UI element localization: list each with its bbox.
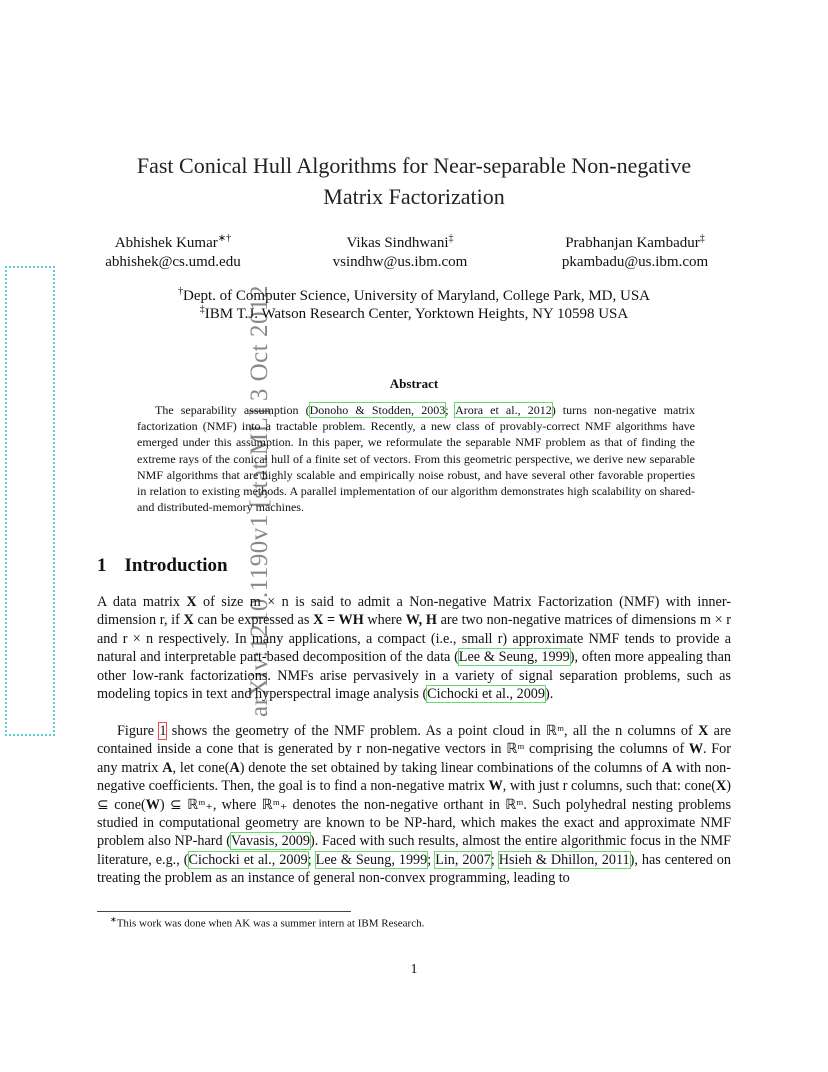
body-text: ), has centered on treating the problem as an instance of general non-convex programming, leading to (97, 851, 731, 887)
abstract-text: ; (445, 403, 456, 417)
author-mark: ‡ (699, 233, 705, 244)
body-text: ) ⊆ cone( (97, 778, 731, 813)
body-text: where (363, 612, 406, 629)
body-text: ; (427, 851, 436, 868)
section-number: 1 (97, 555, 107, 576)
math-symbol: X (716, 778, 727, 795)
math-symbol: X (183, 612, 194, 629)
abstract-text: The separability assumption ( (155, 403, 310, 417)
author-name: Abhishek Kumar (114, 235, 218, 251)
body-text: ). (544, 686, 554, 703)
math-symbol: A (229, 759, 240, 776)
citation-link[interactable]: Cichocki et al., 2009 (427, 686, 545, 703)
citation-link[interactable]: Lee & Seung, 1999 (315, 851, 428, 868)
footnote (110, 915, 424, 930)
math-symbol: X (186, 594, 197, 610)
author-mark: ‡ (448, 233, 454, 244)
title-line-1: Fast Conical Hull Algorithms for Near-separable Non-negative (136, 153, 692, 178)
intro-paragraph-1 (97, 593, 731, 703)
abstract-body (137, 402, 695, 515)
math-symbol: A (162, 759, 173, 776)
affiliation-1 (0, 286, 828, 305)
section-title: Introduction (124, 555, 228, 576)
body-text: A data matrix (97, 594, 187, 610)
math-symbol: X (698, 723, 709, 739)
affiliation-text: IBM T.J. Watson Research Center, Yorktown Heights, NY 10598 USA (204, 306, 629, 322)
author-name: Vikas Sindhwani (346, 235, 449, 251)
math-symbol: W (145, 796, 160, 813)
body-text: ; (307, 851, 316, 868)
math-symbol: W (488, 778, 503, 795)
arxiv-stamp[interactable]: arXiv:1210.1190v1 [stat.ML] 3 Oct 2012 (246, 285, 273, 717)
citation-link[interactable]: Lee & Seung, 1999 (458, 649, 570, 666)
page-number: 1 (410, 962, 418, 977)
body-text: ) denote the set obtained by taking linear combinations of the columns of (239, 759, 662, 776)
footnote-mark: ∗ (110, 915, 117, 924)
author-2 (315, 229, 485, 272)
body-text: ) ⊆ ℝᵐ₊, where ℝᵐ₊ denotes the non-negative orthant in ℝᵐ. Such polyhedral nesting problems studied in computational geometry are known to be NP-hard, which makes the exact and approximate NMF problem also NP-hard ( (97, 796, 731, 850)
author-3 (540, 229, 730, 272)
affiliation-mark: † (178, 286, 183, 297)
abstract-heading: Abstract (389, 376, 439, 391)
affiliation-text: Dept. of Computer Science, University of Maryland, College Park, MD, USA (183, 288, 650, 304)
author-1 (88, 229, 258, 272)
body-text: . For any matrix (97, 741, 731, 776)
arxiv-stamp-box (5, 266, 55, 736)
body-text: ; (490, 851, 499, 868)
math-symbol: W, H (405, 612, 437, 629)
body-text: are two non-negative matrices of dimensions m × r and r × n respectively. In many applications, a compact (i.e., small r) approximate NMF tends to provide a natural and interpretable part-based decomposition of the data ( (97, 612, 732, 666)
author-mark: ∗† (217, 233, 232, 244)
body-text: with non-negative coefficients. Then, the goal is to find a non-negative matrix (97, 759, 731, 795)
footnote-text: This work was done when AK was a summer intern at IBM Research. (116, 917, 425, 930)
author-name: Prabhanjan Kambadur (565, 235, 700, 251)
math-symbol: A (661, 759, 673, 776)
paper-title (0, 150, 828, 212)
author-email: pkambadu@us.ibm.com (561, 254, 709, 270)
citation-link[interactable]: Donoho & Stodden, 2003 (309, 403, 446, 417)
author-email: abhishek@cs.umd.edu (105, 254, 241, 270)
body-text: , with just r columns, such that: cone( (502, 778, 716, 795)
affiliation-mark: ‡ (199, 304, 205, 315)
affiliation-2 (0, 304, 828, 323)
citation-link[interactable]: Arora et al., 2012 (455, 403, 552, 417)
body-text: of size m × n is said to admit a Non-negative Matrix Factorization (NMF) with inner-dimension r, if (97, 594, 731, 629)
section-heading (97, 555, 228, 577)
citation-link[interactable]: Vavasis, 2009 (231, 833, 310, 850)
citation-link[interactable]: Cichocki et al., 2009 (188, 851, 308, 868)
intro-paragraph-2 (97, 722, 731, 888)
math-symbol: W (688, 741, 704, 758)
footnote-rule (97, 911, 351, 912)
body-text: , let cone( (172, 759, 230, 776)
author-email: vsindhw@us.ibm.com (332, 254, 468, 270)
body-text: ). Faced with such results, almost the entire algorithmic focus in the NMF literature, e.g., ( (97, 833, 731, 868)
body-text: shows the geometry of the NMF problem. As a point cloud in ℝᵐ, all the n columns of (166, 723, 699, 739)
figure-ref-link[interactable]: 1 (159, 723, 167, 739)
math-symbol: X = WH (313, 612, 364, 629)
citation-link[interactable]: Hsieh & Dhillon, 2011 (498, 851, 630, 868)
body-text: Figure (117, 723, 160, 739)
body-text: ), often more appealing than other low-rank factorizations. NMFs arise pervasively in a variety of signal separation problems, such as modeling topics in text and hyperspectral image analysis ( (97, 649, 731, 703)
body-text: are contained inside a cone that is generated by r non-negative vectors in ℝᵐ comprising the columns of (97, 723, 731, 758)
body-text: can be expressed as (193, 612, 314, 629)
abstract-text: ) turns non-negative matrix factorization (NMF) into a tractable problem. Recently, a new class of provably-correct NMF algorithms have emerged under this assumption. In this paper, we reformulate the separable NMF problem as that of finding the extreme rays of the conical hull of a finite set of vectors. From this geometric perspective, we derive new separable NMF algorithms that are highly scalable and empirically noise robust, and have several other favorable properties in relation to existing methods. A parallel implementation of our algorithm demonstrates high scalability on shared- and distributed-memory machines. (137, 403, 695, 515)
citation-link[interactable]: Lin, 2007 (435, 851, 491, 868)
title-line-2: Matrix Factorization (323, 184, 505, 209)
